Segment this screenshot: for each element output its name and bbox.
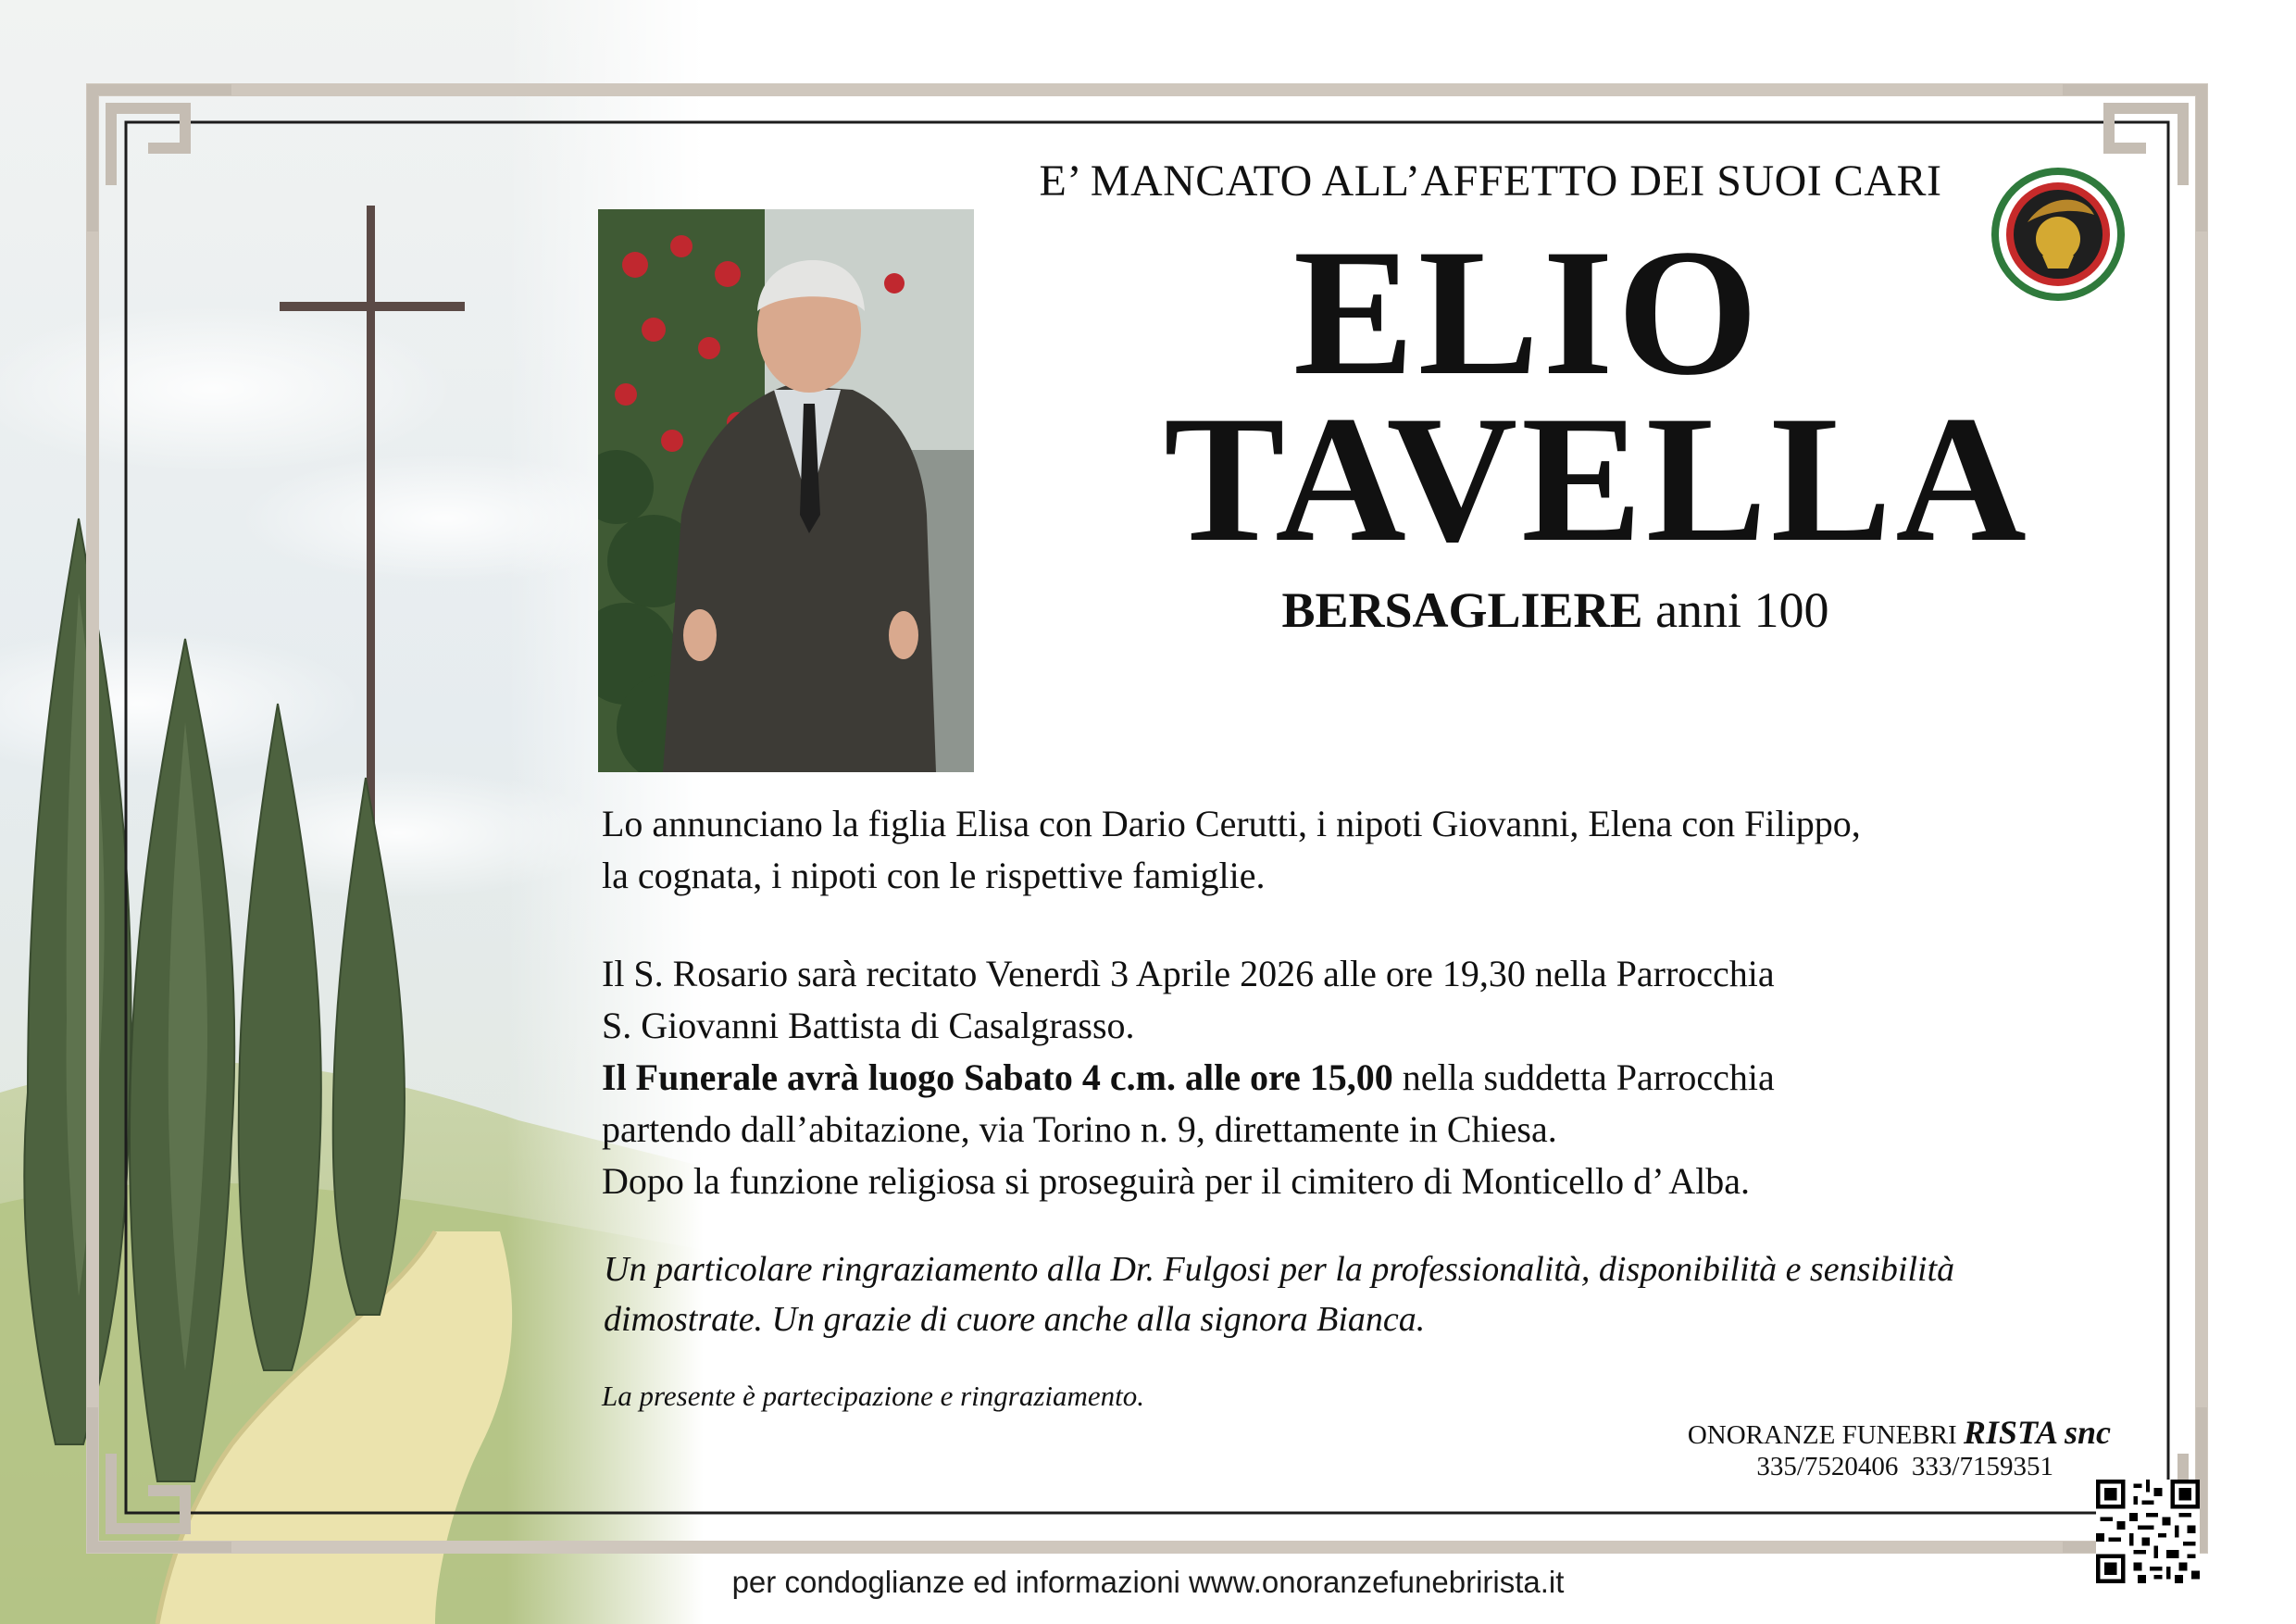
participation-note: La presente è partecipazione e ringraziamento. <box>602 1380 1145 1412</box>
rank-age-line <box>1120 581 1990 639</box>
bersaglieri-emblem-icon <box>1990 167 2126 302</box>
departure-line: partendo dall’abitazione, via Torino n. 9, direttamente in Chiesa. <box>602 1108 1557 1150</box>
funeral-home-brand: RISTA snc <box>1963 1414 2111 1451</box>
rosary-line: Il S. Rosario sarà recitato Venerdì 3 Aprile 2026 alle ore 19,30 nella Parrocchia <box>602 953 1775 994</box>
thanks-paragraph <box>604 1244 2103 1344</box>
funeral-time: Il Funerale avrà luogo Sabato 4 c.m. alle ore 15,00 <box>602 1056 1393 1098</box>
funeral-line <box>602 1052 2120 1104</box>
funeral-home-phones: 335/7520406 333/7159351 <box>1756 1452 2053 1481</box>
funeral-location: nella suddetta Parrocchia <box>1392 1056 1775 1098</box>
deceased-last-name: TAVELLA <box>1164 379 2030 580</box>
ceremony-paragraph <box>602 948 2120 1207</box>
burial-line: Dopo la funzione religiosa si proseguirà per il cimitero di Monticello d’ Alba. <box>602 1160 1751 1202</box>
funeral-home-name <box>1611 1413 2111 1452</box>
rosary-line: S. Giovanni Battista di Casalgrasso. <box>602 1005 1135 1046</box>
thanks-line: Un particolare ringraziamento alla Dr. Fulgosi per la professionalità, disponibilità e sensibilità <box>604 1250 1955 1289</box>
footer-contact: per condoglianze ed informazioni www.onoranzefunebrirista.it <box>731 1565 1565 1599</box>
funeral-home-label: ONORANZE FUNEBRI <box>1687 1420 1964 1450</box>
age-label: anni 100 <box>1642 582 1829 638</box>
rank-label: BERSAGLIERE <box>1281 582 1643 638</box>
thanks-line: dimostrate. Un grazie di cuore anche alla signora Bianca. <box>604 1300 1426 1339</box>
deceased-portrait-photo <box>598 209 974 772</box>
intro-line: E’ MANCATO ALL’AFFETTO DEI SUOI CARI <box>1039 156 1942 206</box>
announcement-paragraph <box>602 798 2120 902</box>
announcement-line: la cognata, i nipoti con le rispettive famiglie. <box>602 855 1266 896</box>
announcement-line: Lo annunciano la figlia Elisa con Dario Cerutti, i nipoti Giovanni, Elena con Filippo, <box>602 803 1861 844</box>
deceased-first-name: ELIO <box>1292 212 1763 413</box>
